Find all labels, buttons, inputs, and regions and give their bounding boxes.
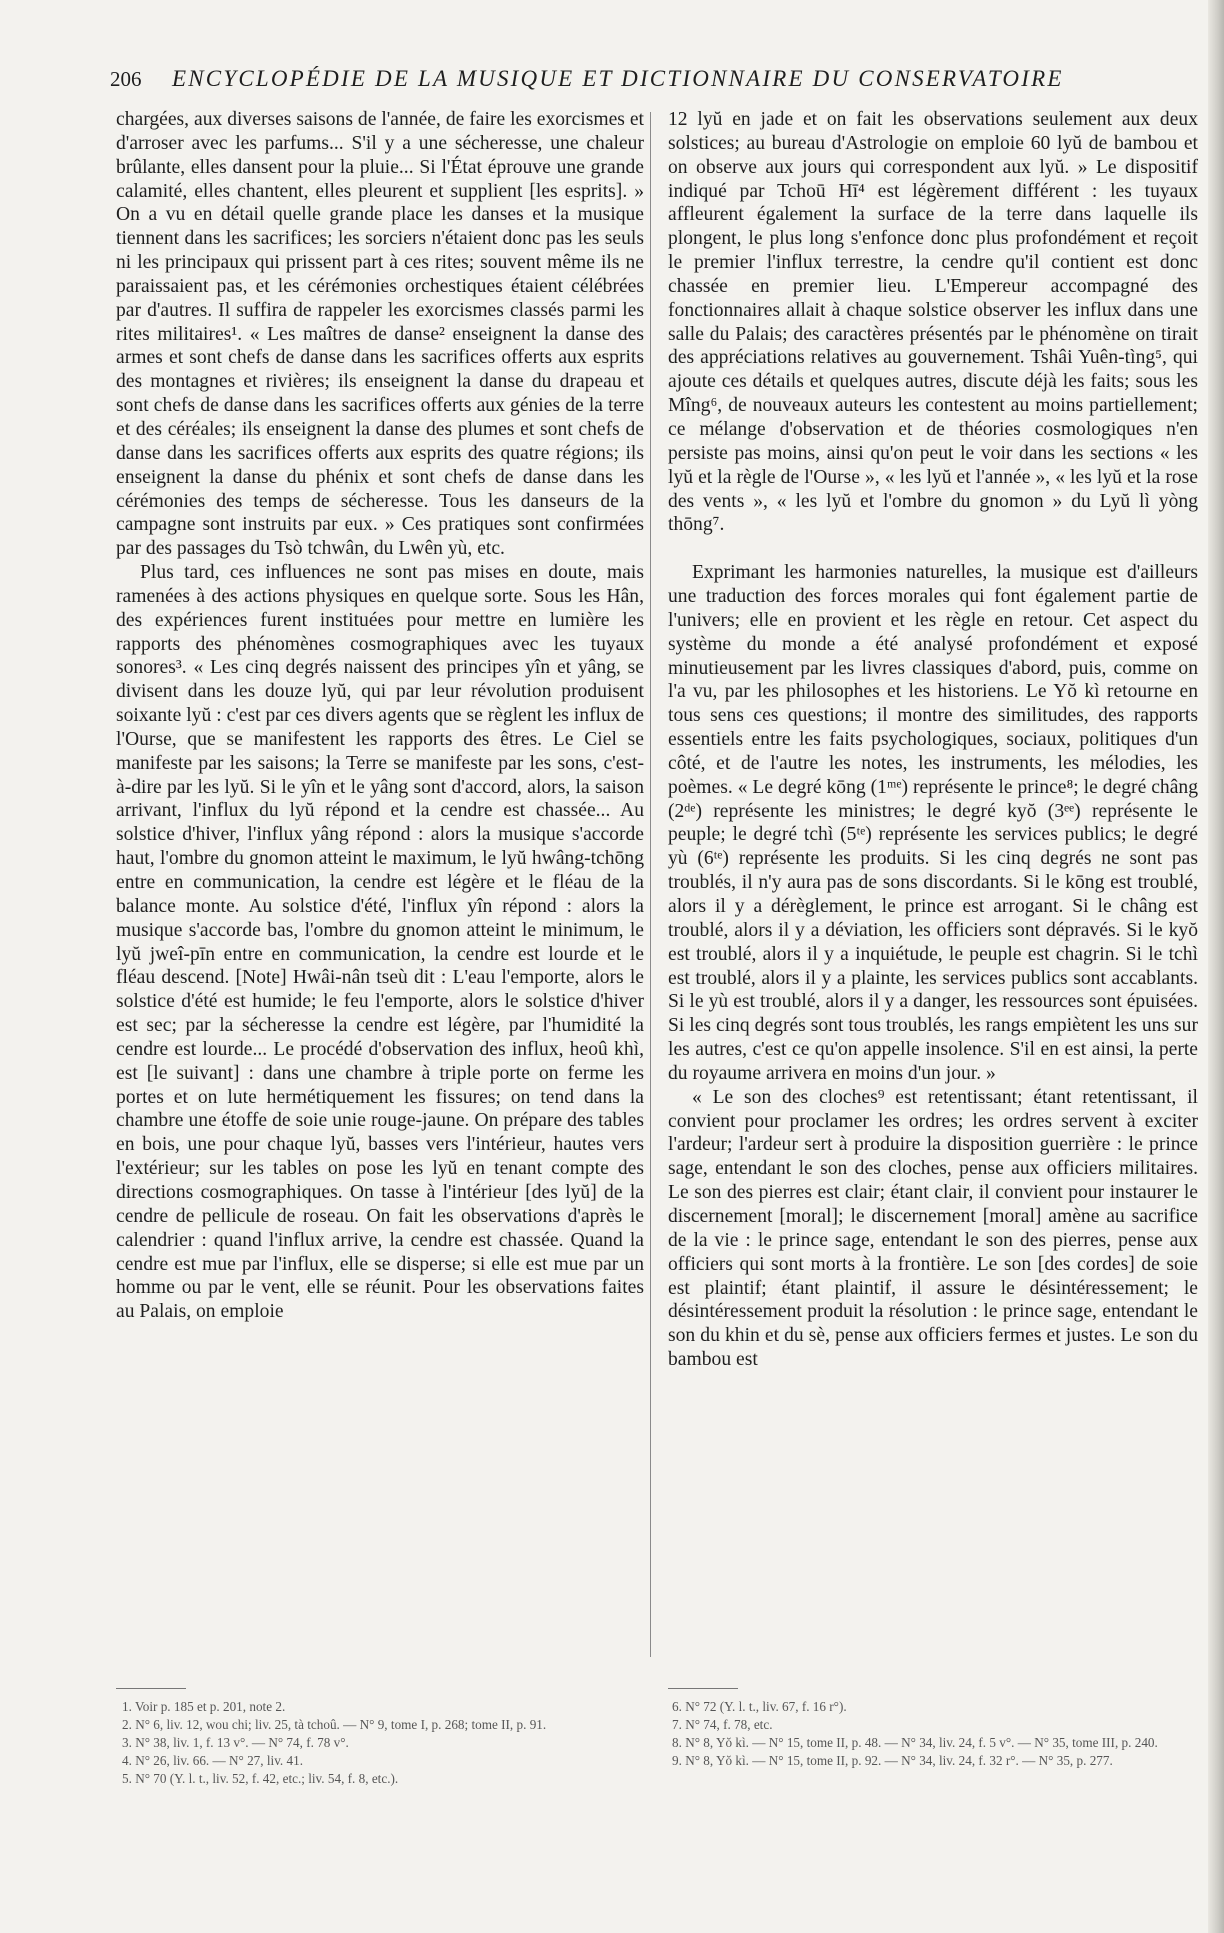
right-column <box>668 108 1198 1372</box>
footnote: 1. Voir p. 185 et p. 201, note 2. <box>122 1699 286 1714</box>
column-divider <box>650 112 651 1657</box>
paragraph: Plus tard, ces influences ne sont pas mises en doute, mais ramenées à des actions physiques en quelque sorte. Sous les Hân, des expériences furent instituées pour mettre en lumière les rapports des phénomènes cosmographiques avec les tuyaux sonores³. « Les cinq degrés naissent des principes yîn et yâng, se divisent dans les douze lyŭ, qui par leur révolution produisent soixante lyŭ : c'est par ces divers agents que se règlent les influx de l'Ourse, que se manifestent les rapports des êtres. Le Ciel se manifeste par les saisons; la Terre se manifeste par les sons, c'est-à-dire par les lyŭ. Si le yîn et le yâng sont d'accord, alors, la saison arrivant, l'influx du lyŭ répond et la cendre est chassée... Au solstice d'hiver, l'influx yâng répond : alors la musique s'accorde haut, l'ombre du gnomon atteint le maximum, le lyŭ hwâng-tchōng entre en communication, la cendre est légère et le fléau de la balance monte. Au solstice d'été, l'influx yîn répond : alors la musique s'accorde bas, l'ombre du gnomon atteint le minimum, le lyŭ jweî-pīn entre en communication, la cendre est lourde et le fléau descend. [Note] Hwâi-nân tseù dit : L'eau l'emporte, alors le solstice d'été est humide; le feu l'emporte, alors le solstice d'hiver est sec; par la sécheresse la cendre est légère, par l'humidité la cendre est lourde... Le procédé d'observation des influx, heoû khì, est [le suivant] : dans une chambre à triple porte on ferme les portes et on lute hermétiquement les fissures; on tend dans la chambre une étoffe de soie unie rouge-jaune. On prépare des tables en bois, une pour chaque lyŭ, basses vers l'intérieur, hautes vers l'extérieur; sur les tables on pose les lyŭ en tenant compte des directions cosmographiques. On tasse à l'intérieur [des lyŭ] de la cendre de pellicule de roseau. On fait les observations d'après le calendrier : quand l'influx arrive, la cendre est chassée. Quand la cendre est mue par l'influx, elle se disperse; si elle est mue par un homme ou par le vent, elle se réunit. Pour les observations faites au Palais, on emploie <box>116 562 644 1323</box>
footnote: 9. N° 8, Yŏ kì. — N° 15, tome II, p. 92. — N° 34, liv. 24, f. 32 r°. — N° 35, p. 277. <box>672 1753 1113 1768</box>
paragraph: « Le son des cloches⁹ est retentissant; étant retentissant, il convient pour proclamer les ordres; les ordres servent à exciter l'ardeur; l'ardeur sert à produire la disposition guerrière : le prince sage, entendant le son des cloches, pense aux officiers militaires. Le son des pierres est clair; étant clair, il convient pour instaurer le discernement [moral]; le discernement [moral] amène au sacrifice de la vie : le prince sage, entendant le son des pierres, pense aux officiers qui sont morts à la frontière. Le son [des cordes] de soie est plaintif; étant plaintif, il assure le désintéressement; le désintéressement produit la résolution : le prince sage, entendant le son du khin et du sè, pense aux officiers fermes et justes. Le son du bambou est <box>668 1086 1198 1371</box>
footnote: 6. N° 72 (Y. l. t., liv. 67, f. 16 r°). <box>672 1699 847 1714</box>
page-number: 206 <box>110 67 142 91</box>
footnotes-left <box>122 1698 632 1788</box>
paragraph: 12 lyŭ en jade et on fait les observations seulement aux deux solstices; au bureau d'Astrologie on emploie 60 lyŭ de bambou et on observe aux jours qui correspondent aux lyŭ. » Le dispositif indiqué par Tchoū Hī⁴ est légèrement différent : les tuyaux affleurent également la surface de la terre dans laquelle ils plongent, le plus long s'enfonce donc plus profondément et reçoit le premier l'influx terrestre, la cendre qu'il contient est donc chassée en premier lieu. L'Empereur accompagné des fonctionnaires allait à chaque solstice observer les influx dans une salle du Palais; des caractères présentés par le phénomène on tirait des appréciations relatives au gouvernement. Tshâi Yuên-tìng⁵, qui ajoute ces détails et quelques autres, discute déjà les faits; sous les Mîng⁶, de nouveaux auteurs les contestent au moins partiellement; ce mélange d'observation et de théories cosmologiques n'en persiste pas moins, ainsi qu'on peut le voir dans les sections « les lyŭ et la règle de l'Ourse », « les lyŭ et l'année », « les lyŭ et la rose des vents », « les lyŭ et l'ombre du gnomon » du Lyŭ lì yòng thōng⁷. <box>668 109 1198 536</box>
footnote-rule <box>116 1688 186 1689</box>
footnote: 5. N° 70 (Y. l. t., liv. 52, f. 42, etc.; liv. 54, f. 8, etc.). <box>122 1771 399 1786</box>
footnote: 4. N° 26, liv. 66. — N° 27, liv. 41. <box>122 1753 304 1768</box>
footnote-rule <box>668 1688 738 1689</box>
left-column <box>116 108 644 1324</box>
footnote: 3. N° 38, liv. 1, f. 13 v°. — N° 74, f. 78 v°. <box>122 1735 349 1750</box>
paragraph: Exprimant les harmonies naturelles, la musique est d'ailleurs une traduction des forces morales qui font également partie de l'univers; elle en provient et les règle en retour. Cet aspect du système du monde a été analysé profondément et exposé minutieusement par les livres classiques d'abord, puis, comme on l'a vu, par les philosophes et les historiens. Le Yŏ kì retourne en tous sens ces questions; il montre des similitudes, des rapports essentiels entre les faits psychologiques, sociaux, politiques d'un côté, et de l'autre les notes, les instruments, les mélodies, les poèmes. « Le degré kōng (1ᵐᵉ) représente le prince⁸; le degré châng (2ᵈᵉ) représente les ministres; le degré kyŏ (3ᵉᵉ) représente le peuple; le degré tchì (5ᵗᵉ) représente les services publics; le degré yù (6ᵗᵉ) représente les produits. Si les cinq degrés ne sont pas troublés, il n'y aura pas de sons discordants. Si le kōng est troublé, alors il y a dérèglement, le prince est arrogant. Si le châng est troublé, alors il y a déviation, les officiers sont dépravés. Si le kyŏ est troublé, alors il y a inquiétude, le peuple est chagrin. Si le tchì est troublé, alors il y a plainte, les services publics sont accablants. Si le yù est troublé, alors il y a danger, les ressources sont épuisées. Si les cinq degrés sont tous troublés, les rangs empiètent les uns sur les autres, c'est ce qu'on appelle insolence. S'il en est ainsi, la perte du royaume arrivera en moins d'un jour. » <box>668 562 1198 1084</box>
footnote: 8. N° 8, Yŏ kì. — N° 15, tome II, p. 48. — N° 34, liv. 24, f. 5 v°. — N° 35, tome III, p. 240. <box>672 1735 1158 1750</box>
footnote: 2. N° 6, liv. 12, wou chi; liv. 25, tà tchoû. — N° 9, tome I, p. 268; tome II, p. 91. <box>122 1717 547 1732</box>
footnote: 7. N° 74, f. 78, etc. <box>672 1717 773 1732</box>
running-title: ENCYCLOPÉDIE DE LA MUSIQUE ET DICTIONNAIRE DU CONSERVATOIRE <box>172 66 1064 91</box>
page-edge-shadow <box>1208 0 1224 1933</box>
page-header <box>110 66 1110 100</box>
paragraph: chargées, aux diverses saisons de l'année, de faire les exorcismes et d'arroser avec les parfums... S'il y a une sécheresse, une chaleur brûlante, elles dansent pour la pluie... Si l'État éprouve une grande calamité, elles chantent, elles pleurent et supplient [les esprits]. » On a vu en détail quelle grande place les danses et la musique tiennent dans les sacrifices; les sorciers n'étaient donc pas les seuls ni les principaux qui prissent part à ces rites; souvent même ils ne paraissaient pas, et les cérémonies orchestiques étaient célébrées par d'autres. Il suffira de rappeler les exorcismes classés parmi les rites militaires¹. « Les maîtres de danse² enseignent la danse des armes et sont chefs de danse dans les sacrifices offerts aux esprits des montagnes et rivières; ils enseignent la danse du drapeau et sont chefs de danse dans les sacrifices offerts aux génies de la terre et des céréales; ils enseignent la danse des plumes et sont chefs de danse dans les sacrifices offerts aux esprits des quatre régions; ils enseignent la danse du phénix et sont chefs de danse dans les cérémonies des temps de sécheresse. Tous les danseurs de la campagne sont instruits par eux. » Ces pratiques sont confirmées par des passages du Tsò tchwân, du Lwên yù, etc. <box>116 109 644 560</box>
footnotes-right <box>672 1698 1192 1770</box>
